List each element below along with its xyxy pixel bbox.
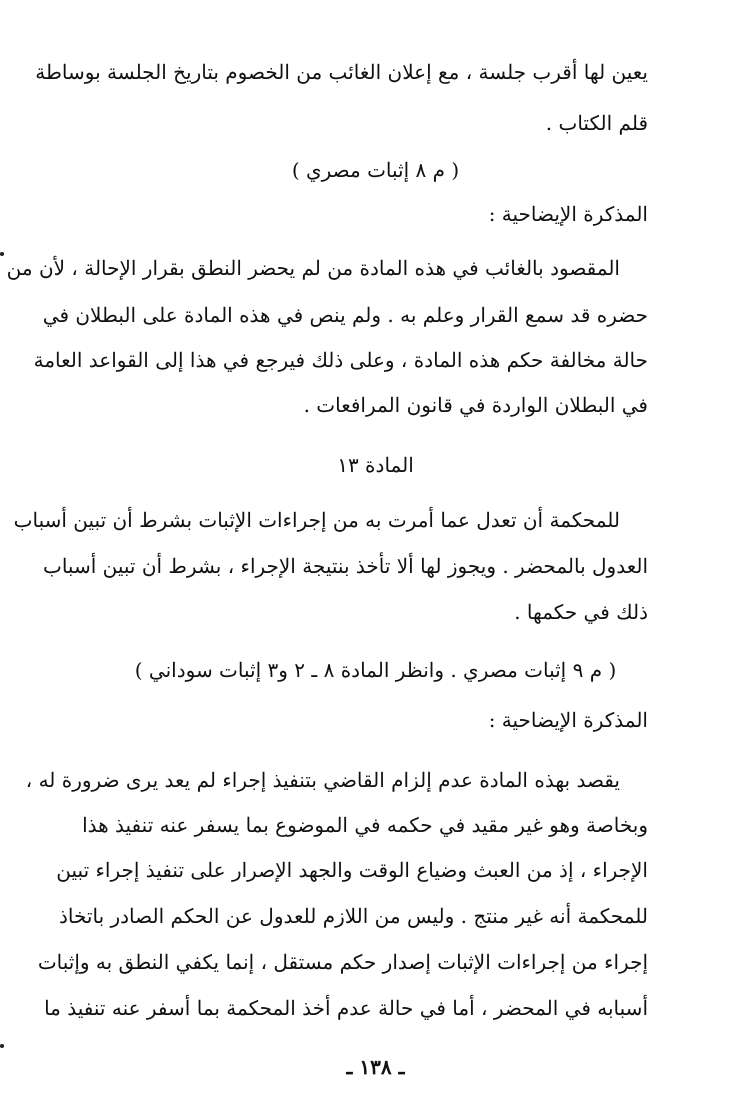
- text-line-7: للمحكمة أن تعدل عما أمرت به من إجراءات الإثبات بشرط أن تبين أسباب: [13, 508, 620, 532]
- explanatory-note-heading-1: المذكرة الإيضاحية :: [488, 202, 648, 226]
- explanatory-note-heading-2: المذكرة الإيضاحية :: [488, 708, 648, 732]
- text-line-9: ذلك في حكمها .: [514, 600, 648, 624]
- source-reference-1: ( م ٨ إثبات مصري ): [291, 158, 460, 182]
- text-line-10: يقصد بهذه المادة عدم إلزام القاضي بتنفيذ إجراء لم يعد يرى ضرورة له ،: [25, 768, 620, 792]
- text-line-14: إجراء من إجراءات الإثبات إصدار حكم مستقل ، إنما يكفي النطق به وإثبات: [37, 950, 648, 974]
- margin-mark-top: [0, 252, 4, 256]
- margin-mark-bottom: [0, 1044, 4, 1048]
- text-line-1: يعين لها أقرب جلسة ، مع إعلان الغائب من الخصوم بتاريخ الجلسة بوساطة: [35, 60, 648, 84]
- source-reference-2: ( م ٩ إثبات مصري . وانظر المادة ٨ ـ ٢ و٣ إثبات سوداني ): [134, 658, 617, 682]
- text-line-12: الإجراء ، إذ من العبث وضياع الوقت والجهد الإصرار على تنفيذ إجراء تبين: [56, 858, 648, 882]
- text-line-6: في البطلان الواردة في قانون المرافعات .: [303, 393, 648, 417]
- text-line-3: المقصود بالغائب في هذه المادة من لم يحضر النطق بقرار الإحالة ، لأن من: [6, 256, 620, 280]
- text-line-2: قلم الكتاب .: [545, 111, 648, 135]
- text-line-4: حضره قد سمع القرار وعلم به . ولم ينص في هذه المادة على البطلان في: [42, 303, 648, 327]
- page-number: ـ ١٣٨ ـ: [346, 1055, 405, 1079]
- text-line-15: أسبابه في المحضر ، أما في حالة عدم أخذ المحكمة بما أسفر عنه تنفيذ ما: [44, 996, 648, 1020]
- text-line-13: للمحكمة أنه غير منتج . وليس من اللازم للعدول عن الحكم الصادر باتخاذ: [59, 904, 648, 928]
- article-heading: المادة ١٣: [337, 453, 414, 477]
- text-line-8: العدول بالمحضر . ويجوز لها ألا تأخذ بنتيجة الإجراء ، بشرط أن تبين أسباب: [42, 554, 648, 578]
- text-line-5: حالة مخالفة حكم هذه المادة ، وعلى ذلك فيرجع في هذا إلى القواعد العامة: [33, 348, 648, 372]
- text-line-11: وبخاصة وهو غير مقيد في حكمه في الموضوع بما يسفر عنه تنفيذ هذا: [82, 813, 648, 837]
